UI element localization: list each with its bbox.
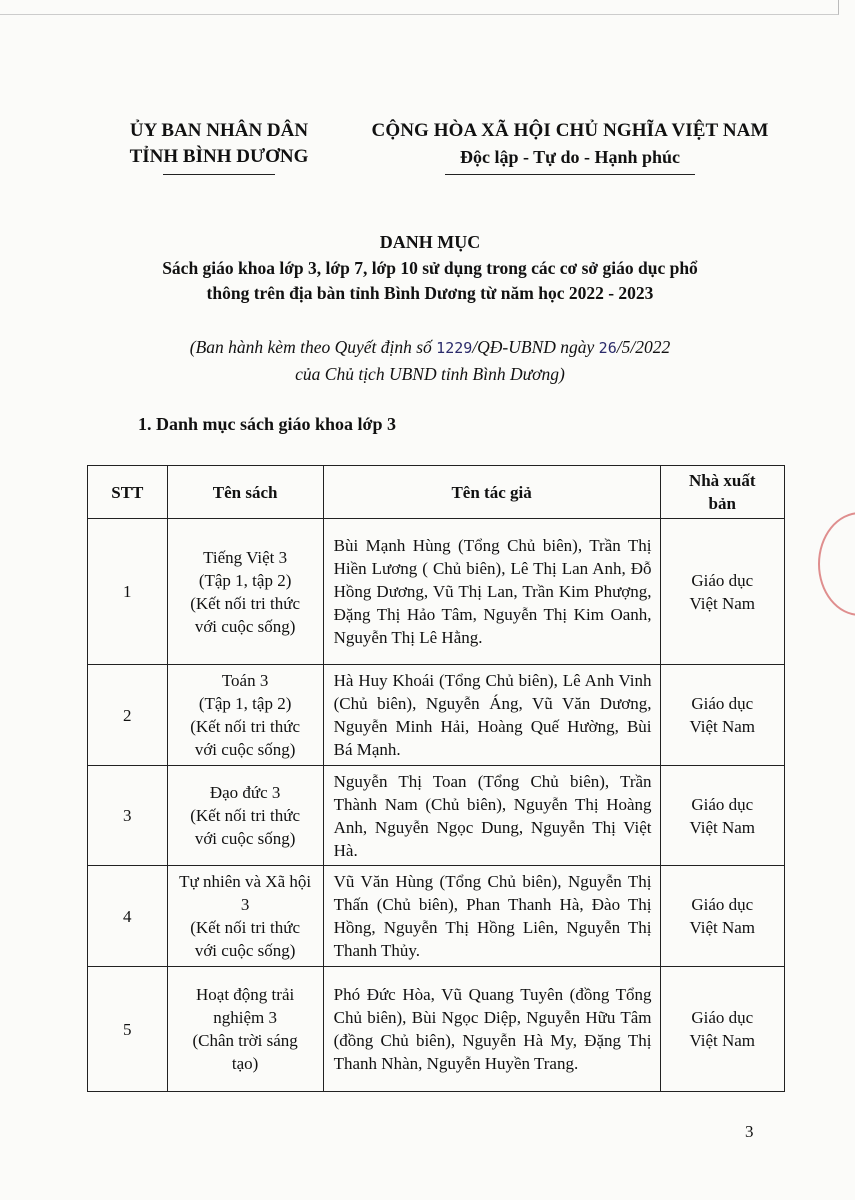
book-name-line: với cuộc sống) — [194, 616, 296, 636]
table-row — [88, 766, 785, 866]
motto-underline — [445, 174, 695, 175]
row-stt: 5 — [88, 967, 168, 1092]
book-name-line: (Tập 1, tập 2) — [198, 570, 292, 590]
document-title: DANH MỤC — [379, 232, 481, 252]
header-stt: STT — [88, 466, 168, 519]
book-name-line: Đạo đức 3 — [209, 783, 281, 802]
publisher-line: Việt Nam — [689, 1031, 756, 1050]
book-name-line: (Kết nối tri thức — [190, 593, 300, 613]
header-authors: Tên tác giả — [323, 466, 660, 519]
publisher-line: Việt Nam — [689, 717, 756, 736]
publisher-line: Việt Nam — [689, 918, 756, 937]
section-heading: 1. Danh mục sách giáo khoa lớp 3 — [138, 414, 397, 434]
book-name-line: với cuộc sống) — [194, 941, 296, 960]
row-authors: Hà Huy Khoái (Tổng Chủ biên), Lê Anh Vinh (Chủ biên), Nguyễn Áng, Vũ Văn Dương, Nguyễn Minh Hải, Hoàng Quế Hường, Bùi Bá Mạnh. — [323, 665, 660, 766]
book-name-line: Tự nhiên và Xã hội — [179, 872, 312, 891]
row-book-name — [167, 665, 323, 766]
book-name-line: 3 — [240, 895, 250, 914]
publisher-line: Việt Nam — [689, 817, 756, 837]
publisher-line: Giáo dục — [691, 1008, 754, 1027]
row-publisher — [660, 866, 784, 967]
row-authors: Vũ Văn Hùng (Tổng Chủ biên), Nguyễn Thị Thấn (Chủ biên), Phan Thanh Hà, Đào Thị Hồng, Nguyễn Thị Hồng Liên, Nguyễn Thị Thanh Thủy. — [323, 866, 660, 967]
row-stt: 1 — [88, 519, 168, 665]
issuance-note — [120, 334, 740, 387]
red-seal-fragment — [818, 512, 855, 616]
book-name-line: với cuộc sống) — [194, 829, 296, 848]
page-number: 3 — [745, 1122, 754, 1141]
book-name-line: (Chân trời sáng — [192, 1031, 298, 1050]
row-authors: Bùi Mạnh Hùng (Tổng Chủ biên), Trần Thị Hiền Lương ( Chủ biên), Lê Thị Lan Anh, Đỗ Hồng Dương, Vũ Thị Lan, Trần Kim Phượng, Đặng Thị Hảo Tâm, Nguyễn Thị Kim Oanh, Nguyễn Thị Lê Hằng. — [323, 519, 660, 665]
publisher-line: Giáo dục — [691, 794, 754, 814]
book-name-line: tạo) — [231, 1054, 259, 1073]
header-publisher — [660, 466, 784, 519]
row-authors: Phó Đức Hòa, Vũ Quang Tuyên (đồng Tổng Chủ biên), Bùi Ngọc Diệp, Nguyễn Hữu Tâm (đồng Chủ biên), Nguyễn Hà My, Đặng Thị Thanh Nhàn, Nguyễn Huyền Trang. — [323, 967, 660, 1092]
decision-day: 26 — [598, 339, 617, 357]
national-motto: Độc lập - Tự do - Hạnh phúc — [459, 147, 681, 167]
publisher-line: Việt Nam — [689, 593, 756, 613]
table-header-row — [88, 466, 785, 519]
book-name-line: Toán 3 — [221, 671, 269, 690]
table-row — [88, 967, 785, 1092]
book-name-line: Hoạt động trải — [196, 985, 295, 1004]
book-name-line: (Kết nối tri thức — [190, 806, 300, 825]
header-publisher-line-2: bản — [708, 494, 736, 513]
table-row — [88, 665, 785, 766]
authority-underline — [163, 174, 275, 175]
row-stt: 2 — [88, 665, 168, 766]
publisher-line: Giáo dục — [691, 694, 754, 713]
table-row — [88, 519, 785, 665]
issuing-authority — [112, 118, 326, 175]
subtitle-line-2: thông trên địa bàn tỉnh Bình Dương từ năm học 2022 - 2023 — [206, 283, 654, 303]
publisher-line: Giáo dục — [691, 570, 754, 590]
country-name: CỘNG HÒA XÃ HỘI CHỦ NGHĨA VIỆT NAM — [371, 120, 769, 141]
scan-edge — [0, 0, 839, 15]
row-authors: Nguyễn Thị Toan (Tổng Chủ biên), Trần Thành Nam (Chủ biên), Nguyễn Thị Hoàng Anh, Nguyễn Ngọc Dung, Nguyễn Thị Việt Hà. — [323, 766, 660, 866]
row-publisher — [660, 766, 784, 866]
row-book-name — [167, 967, 323, 1092]
row-book-name — [167, 866, 323, 967]
row-publisher — [660, 665, 784, 766]
issuance-line-1 — [120, 334, 740, 361]
row-publisher — [660, 519, 784, 665]
row-stt: 3 — [88, 766, 168, 866]
national-heading — [350, 118, 790, 175]
authority-line-2: TỈNH BÌNH DƯƠNG — [129, 146, 309, 167]
book-name-line: (Kết nối tri thức — [190, 717, 300, 736]
book-name-line: (Tập 1, tập 2) — [198, 694, 292, 713]
publisher-line: Giáo dục — [691, 895, 754, 914]
issuance-prefix: (Ban hành kèm theo Quyết định số — [189, 337, 432, 357]
book-name-line: Tiếng Việt 3 — [203, 547, 288, 567]
subtitle-line-1: Sách giáo khoa lớp 3, lớp 7, lớp 10 sử dụng trong các cơ sở giáo dục phổ — [162, 258, 698, 278]
row-book-name — [167, 519, 323, 665]
row-stt: 4 — [88, 866, 168, 967]
textbook-table — [87, 465, 785, 1092]
issuance-middle: /QĐ-UBND ngày — [472, 337, 595, 357]
issuance-line-2: của Chủ tịch UBND tỉnh Bình Dương) — [295, 364, 565, 384]
book-name-line: nghiệm 3 — [213, 1008, 277, 1027]
book-name-line: với cuộc sống) — [194, 740, 296, 759]
book-name-line: (Kết nối tri thức — [190, 918, 300, 937]
row-publisher — [660, 967, 784, 1092]
authority-line-1: ỦY BAN NHÂN DÂN — [129, 120, 309, 141]
row-book-name — [167, 766, 323, 866]
decision-number: 1229 — [436, 339, 473, 357]
decision-date: /5/2022 — [616, 337, 671, 357]
table-row — [88, 866, 785, 967]
header-book-name: Tên sách — [167, 466, 323, 519]
header-publisher-line-1: Nhà xuất — [688, 471, 756, 490]
document-subtitle — [100, 256, 760, 306]
